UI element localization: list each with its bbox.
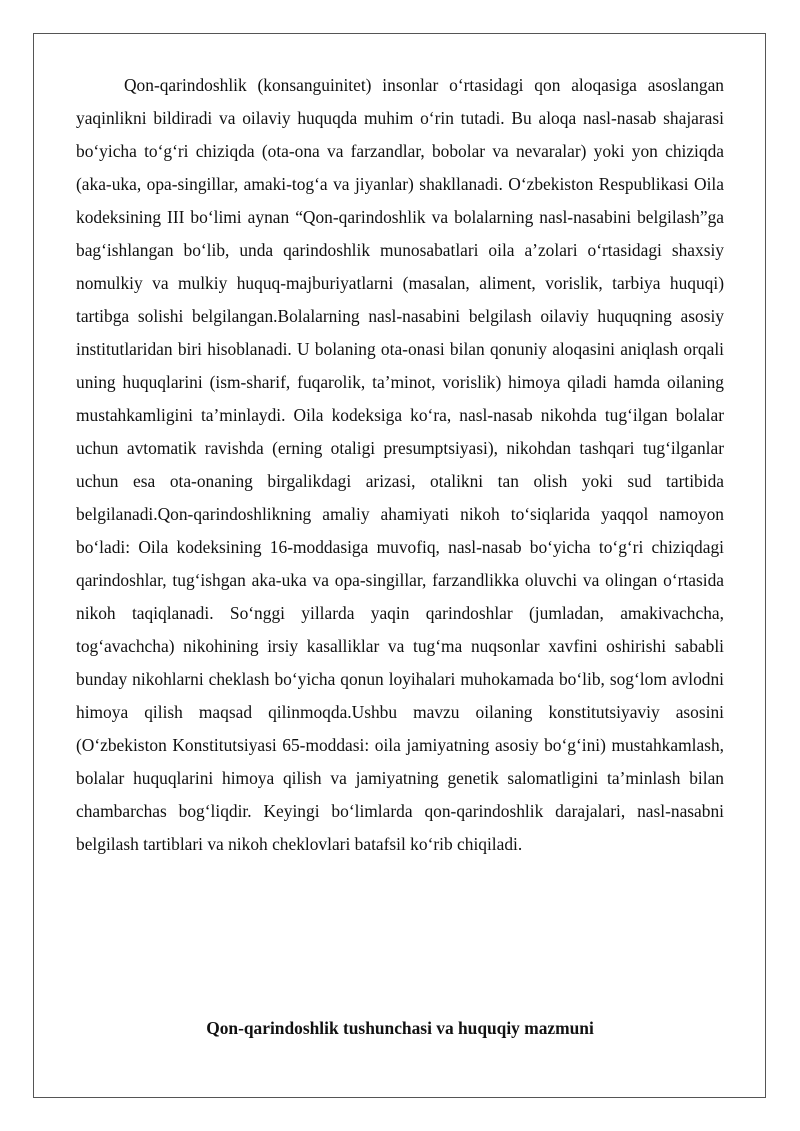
section-heading: Qon-qarindoshlik tushunchasi va huquqiy mazmuni: [206, 1018, 594, 1038]
body-paragraph: Qon-qarindoshlik (konsanguinitet) insonlar o‘rtasidagi qon aloqasiga asoslangan yaqinlikni bildiradi va oilaviy huquqda muhim o‘rin tutadi. Bu aloqa nasl-nasab shajarasi bo‘yicha to‘g‘ri chiziqda (ota-ona va farzandlar, bobolar va nevaralar) yoki yon chiziqda (aka-uka, opa-singillar, amaki-tog‘a va jiyanlar) shakllanadi. O‘zbekiston Respublikasi Oila kodeksining III bo‘limi aynan “Qon-qarindoshlik va bolalarning nasl-nasabini belgilash”ga bag‘ishlangan bo‘lib, unda qarindoshlik munosabatlari oila a’zolari o‘rtasidagi shaxsiy nomulkiy va mulkiy huquq-majburiyatlarni (masalan, aliment, vorislik, tarbiya huquqi) tartibga solishi belgilangan.Bolalarning nasl-nasabini belgilash oilaviy huquqning asosiy institutlaridan biri hisoblanadi. U bolaning ota-onasi bilan qonuniy aloqasini aniqlash orqali uning huquqlarini (ism-sharif, fuqarolik, ta’minot, vorislik) himoya qiladi hamda oilaning mustahkamligini ta’minlaydi. Oila kodeksiga ko‘ra, nasl-nasab nikohda tug‘ilgan bolalar uchun avtomatik ravishda (erning otaligi presumptsiyasi), nikohdan tashqari tug‘ilganlar uchun esa ota-onaning birgalikdagi arizasi, otalikni tan olish yoki sud tartibida belgilanadi.Qon-qarindoshlikning amaliy ahamiyati nikoh to‘siqlarida yaqqol namoyon bo‘ladi: Oila kodeksining 16-moddasiga muvofiq, nasl-nasab bo‘yicha to‘g‘ri chiziqdagi qarindoshlar, tug‘ishgan aka-uka va opa-singillar, farzandlikka oluvchi va olingan o‘rtasida nikoh taqiqlanadi. So‘nggi yillarda yaqin qarindoshlar (jumladan, amakivachcha, tog‘avachcha) nikohining irsiy kasalliklar va tug‘ma nuqsonlar xavfini oshirishi sababli bunday nikohlarni cheklash bo‘yicha qonun loyihalari muhokamada bo‘lib, sog‘lom avlodni himoya qilish maqsad qilinmoqda.Ushbu mavzu oilaning konstitutsiyaviy asosini (O‘zbekiston Konstitutsiyasi 65-moddasi: oila jamiyatning asosiy bo‘g‘ini) mustahkamlash, bolalar huquqlarini himoya qilish va jamiyatning genetik salomatligini ta’minlash bilan chambarchas bog‘liqdir. Keyingi bo‘limlarda qon-qarindoshlik darajalari, nasl-nasabni belgilash tartiblari va nikoh cheklovlari batafsil ko‘rib chiqiladi.: [76, 75, 724, 854]
